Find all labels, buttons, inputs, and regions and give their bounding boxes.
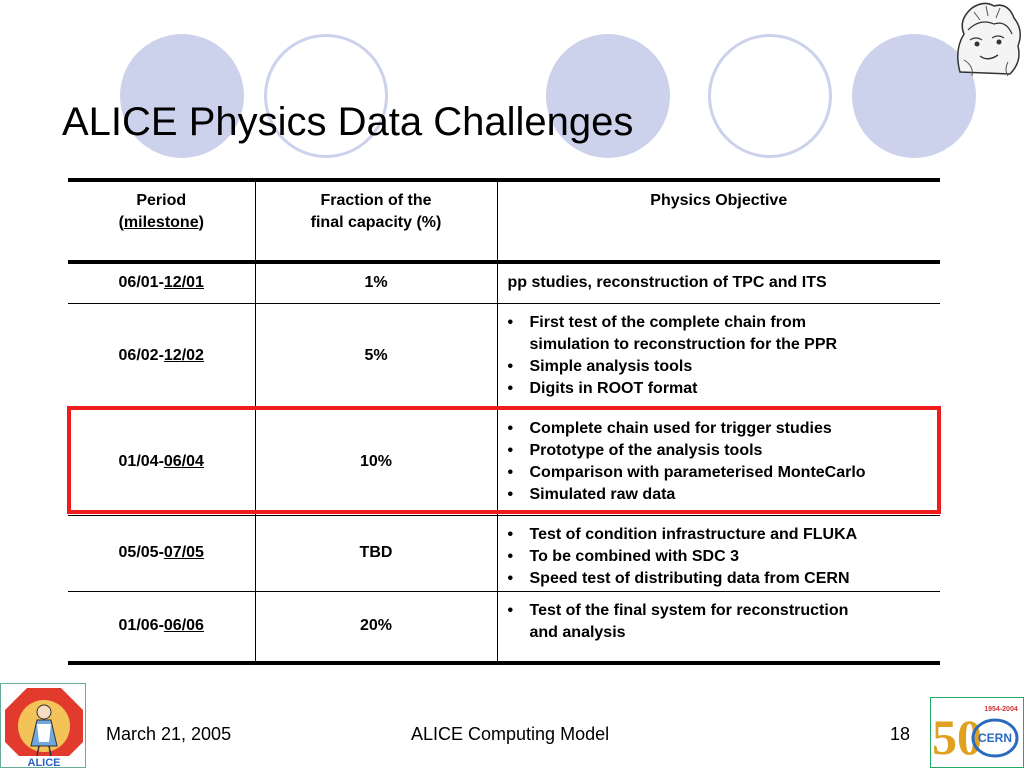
- header-objective: Physics Objective: [497, 180, 940, 262]
- header-period-milestone: (milestone): [118, 214, 204, 231]
- footer-date: March 21, 2005: [106, 724, 232, 744]
- row-fraction: 1%: [255, 262, 497, 303]
- cern-fifty-text: 50: [932, 709, 982, 765]
- table-row: [68, 515, 940, 591]
- header-fraction-line2: final capacity (%): [310, 214, 442, 231]
- cern-50-logo: [930, 697, 1024, 768]
- row-period: 05/05-07/05: [68, 515, 255, 591]
- table-row: [68, 303, 940, 409]
- table-row: [68, 262, 940, 303]
- list-item: • Simulated raw data: [508, 484, 933, 506]
- list-item: • Simple analysis tools: [508, 356, 933, 378]
- row-fraction: 5%: [255, 303, 497, 409]
- header-fraction-line1: Fraction of the: [320, 192, 432, 209]
- header-period: [68, 180, 255, 262]
- alice-logo: [0, 683, 86, 768]
- row-objective: [497, 591, 940, 663]
- row-period: 06/02-12/02: [68, 303, 255, 409]
- list-item: • Test of condition infrastructure and FLUKA: [508, 524, 933, 546]
- mad-hatter-illustration: [950, 0, 1024, 78]
- list-item: • Comparison with parameterised MonteCarlo: [508, 462, 933, 484]
- challenges-table: [68, 178, 940, 665]
- table-row: [68, 409, 940, 515]
- decor-ring-2: [708, 34, 832, 158]
- list-item: • To be combined with SDC 3: [508, 546, 933, 568]
- footer-title: ALICE Computing Model: [411, 724, 610, 744]
- row-fraction: TBD: [255, 515, 497, 591]
- table-row: [68, 591, 940, 663]
- list-item: • Prototype of the analysis tools: [508, 440, 933, 462]
- header-fraction: [255, 180, 497, 262]
- row-objective: [497, 409, 940, 515]
- list-item: • Complete chain used for trigger studies: [508, 418, 933, 440]
- list-item: • Digits in ROOT format: [508, 378, 933, 400]
- header-period-label: Period: [136, 192, 187, 209]
- list-item: • Speed test of distributing data from CERN: [508, 568, 933, 590]
- row-fraction: 20%: [255, 591, 497, 663]
- table-header-row: [68, 180, 940, 262]
- row-objective: [497, 303, 940, 409]
- row-period: 01/06-06/06: [68, 591, 255, 663]
- row-objective: pp studies, reconstruction of TPC and ITS: [497, 262, 940, 303]
- list-item: • First test of the complete chain from simulation to reconstruction for the PPR: [508, 312, 933, 356]
- footer-page-number: 18: [890, 724, 911, 744]
- cern-logo-text: CERN: [977, 731, 1013, 745]
- slide-title: ALICE Physics Data Challenges: [62, 100, 634, 144]
- row-fraction: 10%: [255, 409, 497, 515]
- row-period: 06/01-12/01: [68, 262, 255, 303]
- alice-logo-text: ALICE: [27, 757, 61, 768]
- list-item: • Test of the final system for reconstruction and analysis: [508, 600, 933, 644]
- cern-years-text: 1954-2004: [984, 706, 1018, 713]
- row-objective: [497, 515, 940, 591]
- row-period: 01/04-06/04: [68, 409, 255, 515]
